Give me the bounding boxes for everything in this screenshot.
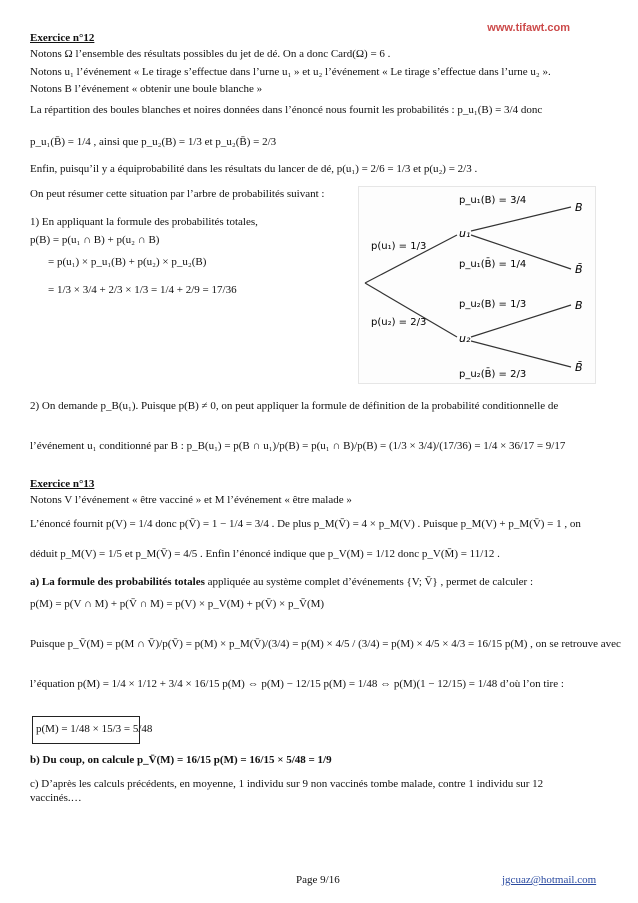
ex13-equation-line: l’équation p(M) = 1/4 × 1/12 + 3/4 × 16/15 p(M) ⇔ p(M) − 12/15 p(M) = 1/48 ⇔ p(M)(1 − 12/15) = 1/48 d’où l’on tire : [30, 678, 564, 690]
branch-u2-bbar [471, 341, 571, 367]
branch-u1-b [471, 207, 571, 231]
ex12-part2-line-1: 2) On demande p_B(u₁). Puisque p(B) ≠ 0, on peut appliquer la formule de définition de la probabilité conditionnelle de [30, 400, 559, 412]
tree-diagram [359, 187, 595, 383]
label-p-u2: p(u₂) = 2/3 [371, 317, 427, 328]
leaf-bbar-2: B̄ [575, 361, 583, 374]
ex12-line-4: La répartition des boules blanches et noires données dans l’énoncé nous fournit les probabilités : p_u₁(B) = 3/4 donc [30, 104, 543, 116]
ex13-part-c-line-1: c) D’après les calculs précédents, en moyenne, 1 individu sur 9 non vaccinés tombe malade, contre 1 individu sur 12 [30, 778, 544, 790]
ex12-line-5: p_u₁(B̄) = 1/4 , ainsi que p_u₂(B) = 1/3 et p_u₂(B̄) = 2/3 [30, 136, 277, 148]
ex13-boxed-result: p(M) = 1/48 × 15/3 = 5/48 [36, 723, 153, 735]
exercise-12-title: Exercice n°12 [30, 32, 95, 44]
label-p-u1: p(u₁) = 1/3 [371, 241, 427, 252]
branch-u2 [365, 283, 457, 337]
label-pu1-bbar: p_u₁(B̄) = 1/4 [459, 259, 527, 270]
ex12-part2-line-2: l’événement u₁ conditionné par B : p_B(u₁) = p(B ∩ u₁)/p(B) = p(u₁ ∩ B)/p(B) = (1/3 × 3/4)/(17/36) = 1/4 × 36/17 = 9/17 [30, 440, 566, 452]
ex12-line-2: Notons u₁ l’événement « Le tirage s’effectue dans l’urne u₁ » et u₂ l’événement « Le tirage s’effectue dans l’urne u₂ ». [30, 66, 551, 78]
ex12-line-1: Notons Ω l’ensemble des résultats possibles du jet de dé. On a donc Card(Ω) = 6 . [30, 48, 391, 60]
label-pu2-bbar: p_u₂(B̄) = 2/3 [459, 369, 527, 380]
author-email-link[interactable]: jgcuaz@hotmail.com [502, 874, 597, 886]
page-number: Page 9/16 [296, 874, 340, 886]
leaf-b-2: B [575, 299, 583, 312]
node-u2: u₂ [459, 332, 471, 345]
ex12-part1-eq2: = p(u₁) × p_u₁(B) + p(u₂) × p_u₂(B) [48, 256, 207, 268]
probability-tree [358, 186, 596, 384]
ex12-part1-eq1: p(B) = p(u₁ ∩ B) + p(u₂ ∩ B) [30, 234, 160, 246]
ex12-line-3: Notons B l’événement « obtenir une boule blanche » [30, 83, 263, 95]
ex12-part1-title: 1) En appliquant la formule des probabilités totales, [30, 216, 258, 228]
ex13-part-b: b) Du coup, on calcule p_V̄(M) = 16/15 p(M) = 16/15 × 5/48 = 1/9 [30, 754, 332, 766]
part-a-text: appliquée au système complet d’événements {V; V̄} , permet de calculer : [204, 576, 533, 588]
leaf-bbar-1: B̄ [575, 263, 583, 276]
leaf-b-1: B [575, 201, 583, 214]
ex13-part-a [30, 576, 533, 589]
node-u1: u₁ [459, 227, 471, 240]
ex12-line-6: Enfin, puisqu’il y a équiprobabilité dans les résultats du lancer de dé, p(u₁) = 2/6 = 1/3 et p(u₂) = 2/3 . [30, 163, 478, 175]
ex13-part-a-eq: p(M) = p(V ∩ M) + p(V̄ ∩ M) = p(V) × p_V(M) + p(V̄) × p_V̄(M) [30, 598, 325, 610]
ex13-line-1: Notons V l’événement « être vacciné » et M l’événement « être malade » [30, 494, 352, 506]
label-pu1-b: p_u₁(B) = 3/4 [459, 195, 527, 206]
label-pu2-b: p_u₂(B) = 1/3 [459, 299, 527, 310]
ex13-part-c-line-2: vaccinés.… [30, 792, 82, 804]
ex13-puisque-line: Puisque p_V̄(M) = p(M ∩ V̄)/p(V̄) = p(M) × p_M(V̄)/(3/4) = p(M) × 4/5 / (3/4) = p(M) × 4/5 × 4/3 = 16/15 p(M) , on se retrouve avec [30, 638, 621, 650]
ex12-part1-eq3: = 1/3 × 3/4 + 2/3 × 1/3 = 1/4 + 2/9 = 17/36 [48, 284, 237, 296]
ex13-line-3: déduit p_M(V) = 1/5 et p_M(V̄) = 4/5 . Enfin l’énoncé indique que p_V(M) = 1/12 donc p_V(M̄) = 11/12 . [30, 548, 500, 560]
watermark: www.tifawt.com [487, 22, 570, 34]
exercise-13-title: Exercice n°13 [30, 478, 95, 490]
ex13-line-2: L’énoncé fournit p(V) = 1/4 donc p(V̄) = 1 − 1/4 = 3/4 . De plus p_M(V̄) = 4 × p_M(V) . Puisque p_M(V) + p_M(V̄) = 1 , on [30, 518, 581, 530]
part-a-heading: a) La formule des probabilités totales [30, 576, 205, 588]
ex12-line-7: On peut résumer cette situation par l’arbre de probabilités suivant : [30, 188, 325, 200]
